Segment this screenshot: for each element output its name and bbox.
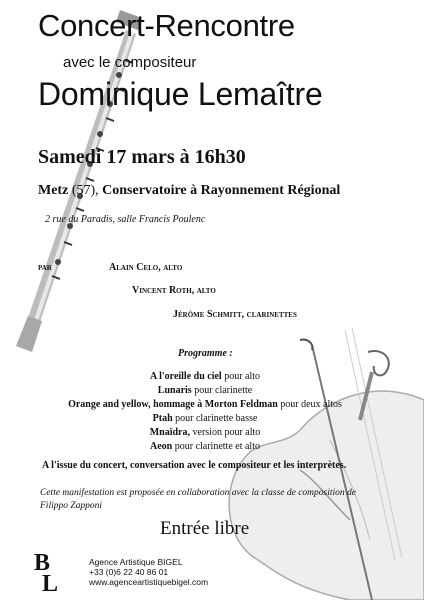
- programme-item: A l'oreille du ciel pour alto: [149, 371, 261, 382]
- composer-name: Dominique Lemaître: [38, 76, 323, 112]
- programme-list: [40, 370, 370, 454]
- collaboration-note: Cette manifestation est proposée en collaboration avec la classe de composition de Filippo Zapponi: [40, 488, 356, 511]
- programme-item: Aeon pour clarinette et alto: [150, 441, 260, 452]
- address: 2 rue du Paradis, salle Francis Poulenc: [45, 214, 206, 225]
- agency-website[interactable]: www.agenceartistiquebigel.com: [89, 577, 209, 587]
- performers-label: par: [38, 262, 52, 273]
- agency-info: [89, 557, 208, 587]
- logo-letter-b: B: [34, 550, 51, 576]
- logo-letter-l: L: [42, 571, 59, 592]
- city: Metz: [38, 183, 69, 198]
- programme-item: Lunaris pour clarinette: [157, 385, 253, 396]
- programme-item: Ptah pour clarinette basse: [152, 413, 258, 424]
- subtitle: avec le compositeur: [63, 54, 197, 71]
- performer-1: Alain Celo, alto: [109, 262, 183, 273]
- after-concert-note: A l'issue du concert, conversation avec le compositeur et les interprètes.: [42, 460, 347, 471]
- agency-logo: [34, 548, 64, 592]
- event-location: [38, 183, 340, 199]
- programme-heading: Programme :: [178, 348, 233, 359]
- department: (57),: [71, 183, 99, 198]
- performer-2: Vincent Roth, alto: [132, 285, 216, 296]
- venue: Conservatoire à Rayonnement Régional: [102, 183, 341, 198]
- performer-3: Jérôme Schmitt, clarinettes: [173, 309, 297, 320]
- free-entry: Entrée libre: [160, 518, 250, 539]
- programme-item: Orange and yellow, hommage à Morton Feldman pour deux altos: [68, 399, 342, 410]
- programme-item: Mnaïdra, version pour alto: [149, 427, 261, 438]
- agency-name: Agence Artistique BIGEL: [89, 557, 183, 567]
- event-date: Samedi 17 mars à 16h30: [38, 146, 246, 168]
- concert-title: Concert-Rencontre: [38, 8, 295, 43]
- agency-phone: +33 (0)6 22 40 86 01: [89, 567, 169, 577]
